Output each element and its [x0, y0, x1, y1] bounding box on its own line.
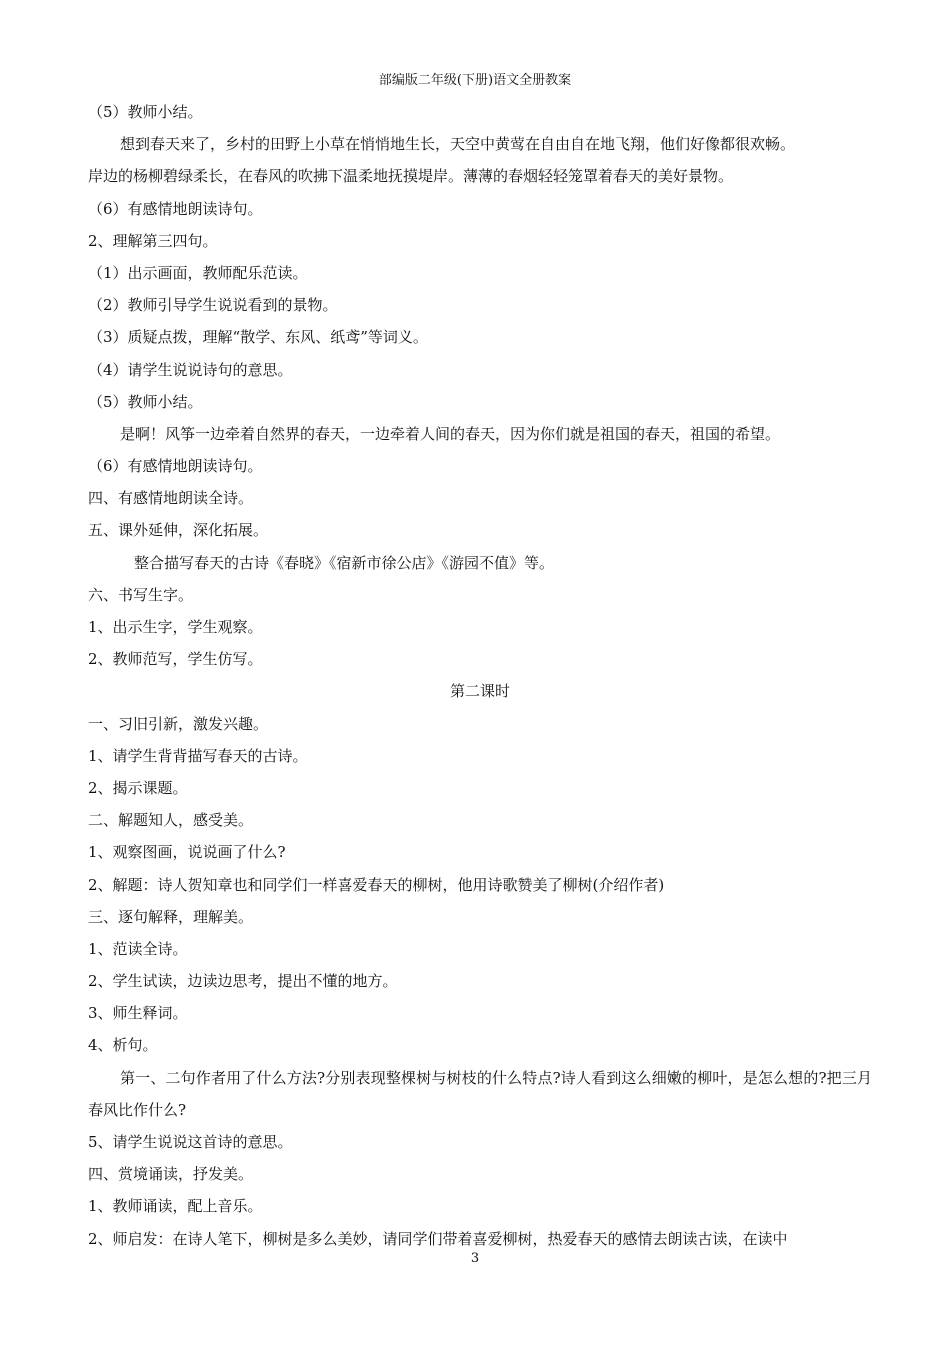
- text-line: 2、教师范写，学生仿写。: [88, 650, 263, 669]
- text-line: 4、析句。: [88, 1036, 158, 1055]
- text-line: 1、范读全诗。: [88, 939, 188, 958]
- page-header: 部编版二年级(下册)语文全册教案: [378, 73, 572, 88]
- lesson-title: 第二课时: [449, 682, 510, 701]
- section-heading: 二、解题知人，感受美。: [88, 811, 254, 830]
- text-line: （4）请学生说说诗句的意思。: [88, 360, 293, 379]
- text-line: 1、出示生字，学生观察。: [88, 618, 263, 636]
- text-line: 1、观察图画，说说画了什么?: [88, 843, 286, 862]
- paragraph: 第一、二句作者用了什么方法?分别表现整棵树与树枝的什么特点?诗人看到这么细嫩的柳叶，是怎么想的?把三月春风比作什么?: [88, 1068, 872, 1119]
- text-line: 2、揭示课题。: [88, 778, 188, 797]
- text-line: （6）有感情地朗读诗句。: [88, 457, 263, 476]
- text-line: 1、请学生背背描写春天的古诗。: [88, 746, 308, 765]
- section-heading: 一、习旧引新，激发兴趣。: [88, 714, 269, 733]
- text-line: （6）有感情地朗读诗句。: [88, 199, 263, 218]
- text-line: 5、请学生说说这首诗的意思。: [88, 1133, 293, 1152]
- section-heading: 六、书写生字。: [88, 585, 194, 604]
- document-body: [88, 96, 872, 1255]
- text-line: 2、理解第三四句。: [88, 231, 218, 250]
- text-line: 2、解题：诗人贺知章也和同学们一样喜爱春天的柳树，他用诗歌赞美了柳树(介绍作者): [88, 875, 665, 894]
- section-heading: 四、赏境诵读，抒发美。: [88, 1165, 254, 1184]
- text-line: 1、教师诵读，配上音乐。: [88, 1197, 263, 1216]
- text-line: （3）质疑点拨，理解“散学、东风、纸鸢”等词义。: [88, 328, 428, 347]
- text-line: 2、学生试读，边读边思考，提出不懂的地方。: [88, 972, 398, 991]
- text-line: （5）教师小结。: [88, 392, 203, 411]
- text-line: （5）教师小结。: [88, 103, 203, 121]
- section-heading: 五、课外延伸，深化拓展。: [88, 521, 269, 540]
- text-line: 整合描写春天的古诗《春晓》《宿新市徐公店》《游园不值》等。: [134, 553, 555, 572]
- section-heading: 四、有感情地朗读全诗。: [88, 489, 254, 508]
- text-line: 3、师生释词。: [88, 1004, 188, 1023]
- text-line: 岸边的杨柳碧绿柔长，在春风的吹拂下温柔地抚摸堤岸。薄薄的春烟轻轻笼罩着春天的美好景物。: [88, 167, 734, 186]
- page-number: 3: [470, 1251, 480, 1266]
- text-line: （1）出示画面，教师配乐范读。: [88, 263, 308, 282]
- section-heading: 三、逐句解释，理解美。: [88, 907, 254, 926]
- text-line: （2）教师引导学生说说看到的景物。: [88, 296, 338, 315]
- text-line: 是啊！风筝一边牵着自然界的春天，一边牵着人间的春天，因为你们就是祖国的春天，祖国的希望。: [120, 424, 781, 443]
- text-line: 想到春天来了，乡村的田野上小草在悄悄地生长，天空中黄莺在自由自在地飞翔，他们好像都很欢畅。: [120, 135, 796, 154]
- text-line: 2、师启发：在诗人笔下，柳树是多么美妙，请同学们带着喜爱柳树，热爱春天的感情去朗读古读，在读中: [88, 1229, 788, 1248]
